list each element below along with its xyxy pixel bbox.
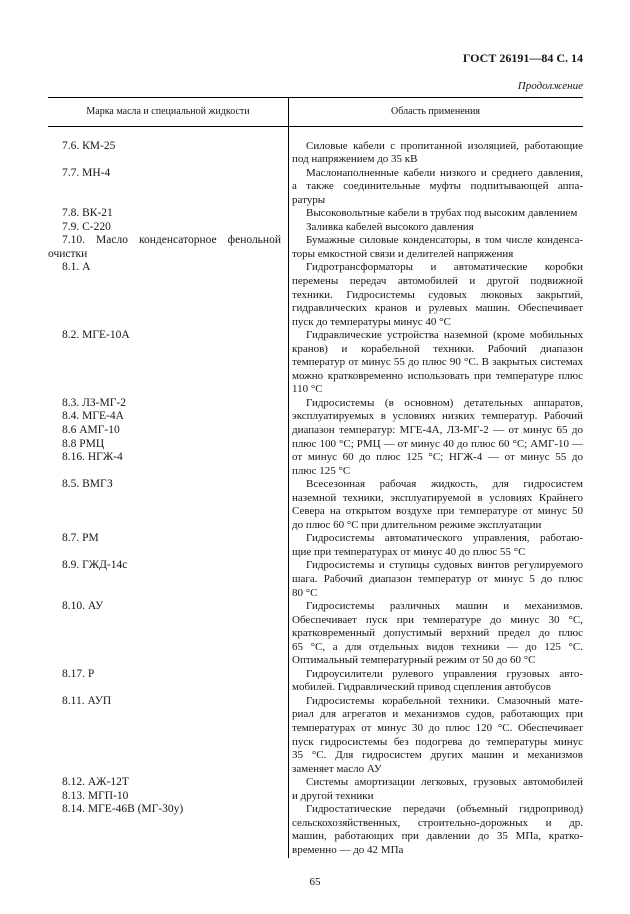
application-line: Гидроусилители рулевого управления грузовых авто- [306, 667, 583, 680]
brand-cell [48, 695, 288, 709]
application-line: под напряжением до 35 кВ [292, 153, 418, 166]
table-row [48, 329, 583, 397]
brand-line: 7.8. ВК-21 [62, 207, 113, 220]
application-line: эксплуатируемых в условиях низких температур. Рабочий [292, 410, 583, 423]
brand-line: 8.7. РМ [62, 532, 99, 545]
application-line: перемены передач автомобилей и другой подвижной [292, 274, 583, 287]
brand-cell [48, 478, 288, 492]
application-line: пуск до температуры минус 40 °С [292, 315, 451, 328]
brand-line: 8.2. МГЕ-10А [62, 329, 130, 342]
brand-line: 7.6. КМ-25 [62, 139, 116, 152]
application-line: щие при температурах от минус 40 до плюс 55 °С [292, 545, 526, 558]
brand-line: 8.13. МГП-10 [62, 789, 129, 802]
application-cell [288, 329, 583, 397]
application-line: пуск гидросистемы без подогрева до температуры минус [292, 735, 583, 748]
brand-line: 8.16. НГЖ-4 [62, 451, 123, 464]
application-line: Гидросистемы и ступицы судовых винтов регулируемого [306, 559, 583, 572]
application-cell [288, 234, 583, 261]
application-line: температур от минус 55 до плюс 90 °С. В закрытых системах [292, 356, 583, 369]
brand-line: 8.6 АМГ-10 [62, 423, 120, 436]
application-line: от минус 60 до плюс 125 °С; НГЖ-4 — от минус 55 до [292, 451, 583, 464]
table-body [48, 127, 583, 857]
application-line: а также соединительные муфты подпитывающей аппа- [292, 180, 583, 193]
application-line: ратуры [292, 193, 326, 206]
application-line: Системы амортизации легковых, грузовых автомобилей [306, 776, 583, 789]
table-header [48, 97, 583, 127]
application-line: Гидросистемы (в основном) детательных аппаратов, [306, 396, 583, 409]
brand-line: 8.17. Р [62, 667, 95, 680]
application-cell [288, 559, 583, 600]
application-line: Всесезонная рабочая жидкость, для гидросистем [306, 478, 583, 491]
application-line: 35 °С. Для гидросистем других машин и механизмов [292, 749, 583, 762]
standards-table [48, 97, 583, 857]
application-line: наземной техники, эксплуатируемой в условиях Крайнего [292, 491, 583, 504]
table-row [48, 776, 583, 803]
brand-line: 8.4. МГЕ-4А [62, 410, 124, 423]
brand-cell [48, 559, 288, 573]
brand-cell [48, 167, 288, 181]
application-line: Гидросистемы различных машин и механизмов. [306, 600, 583, 613]
continuation-label: Продолжение [517, 80, 583, 92]
brand-cell [48, 397, 288, 465]
application-line: температурах от минус 30 до плюс 120 °С. Обеспечивает [292, 722, 583, 735]
brand-line: 7.10. Масло конденсаторное фенольной [62, 234, 281, 247]
application-line: Маслонаполненные кабели низкого и среднего давления, [306, 166, 583, 179]
table-row [48, 221, 583, 235]
page-number: 65 [309, 876, 321, 888]
application-line: и другой техники [292, 789, 374, 802]
application-cell [288, 397, 583, 478]
application-line: до плюс 60 °С при длительном режиме эксплуатации [292, 518, 542, 531]
table-row [48, 140, 583, 167]
application-line: мобилей. Гидравлический привод сцепления автобусов [292, 681, 552, 694]
brand-cell [48, 668, 288, 682]
brand-cell [48, 600, 288, 614]
application-line: 80 °С [292, 586, 318, 599]
application-cell [288, 600, 583, 668]
brand-line: 8.11. АУП [62, 694, 112, 707]
application-line: машин, работающих при давлении до 35 МПа, кратко- [292, 830, 583, 843]
brand-cell [48, 776, 288, 803]
brand-cell [48, 532, 288, 546]
table-row [48, 478, 583, 532]
brand-line: 8.5. ВМГЗ [62, 478, 113, 491]
table-row [48, 234, 583, 261]
table-row [48, 803, 583, 857]
table-row [48, 261, 583, 329]
brand-line: 7.9. С-220 [62, 220, 111, 233]
brand-line: 8.3. ЛЗ-МГ-2 [62, 396, 126, 409]
brand-line: 8.1. А [62, 261, 91, 274]
brand-cell [48, 329, 288, 343]
table-row [48, 668, 583, 695]
application-line: кранов) и корабельной техники. Рабочий диапазон [292, 342, 583, 355]
application-line: Гидросистемы корабельной техники. Смазочный мате- [306, 694, 583, 707]
table-row [48, 397, 583, 478]
application-cell [288, 668, 583, 695]
table-row [48, 600, 583, 668]
application-line: сельскохозяйственных, строительно-дорожных и др. [292, 816, 583, 829]
application-cell [288, 261, 583, 329]
table-row [48, 167, 583, 208]
application-line: гидравлических кранов и рулевых машин. Обеспечивает [292, 302, 583, 315]
brand-line: 7.7. МН-4 [62, 166, 111, 179]
application-cell [288, 695, 583, 776]
brand-cell [48, 261, 288, 275]
application-line: техники. Гидросистемы судовых люковых закрытий, [292, 288, 583, 301]
application-cell [288, 221, 583, 235]
application-cell [288, 532, 583, 559]
application-cell [288, 140, 583, 167]
header-application: Область применения [391, 106, 480, 117]
header-brand: Марка масла и специальной жидкости [86, 106, 250, 117]
application-line: можно кратковременно использовать при температуре плюс [292, 369, 583, 382]
application-line: Высоковольтные кабели в трубах под высоким давлением [306, 207, 578, 220]
brand-line: 8.9. ГЖД-14с [62, 559, 128, 572]
table-row [48, 532, 583, 559]
application-line: плюс 125 °С [292, 464, 351, 477]
application-cell [288, 167, 583, 208]
application-cell [288, 803, 583, 857]
brand-line: 8.12. АЖ-12Т [62, 776, 129, 789]
table-row [48, 559, 583, 600]
application-line: шага. Рабочий диапазон температур от минус 5 до плюс [292, 573, 583, 585]
application-line: Гидравлические устройства наземной (кроме мобильных [306, 329, 583, 342]
brand-line: 8.14. МГЕ-46В (МГ-30у) [62, 803, 184, 816]
application-line: диапазон температур: МГЕ-4А, ЛЗ-МГ-2 — от минус 65 до [292, 423, 583, 436]
application-cell [288, 207, 583, 221]
application-line: Заливка кабелей высокого давления [306, 220, 474, 233]
application-line: заменяет масло АУ [292, 762, 382, 775]
application-line: Севера на открытом воздухе при температуре от минус 50 [292, 505, 583, 518]
application-line: Гидротрансформаторы и автоматические коробки [306, 261, 583, 274]
brand-cell [48, 234, 288, 261]
document-code: ГОСТ 26191—84 С. 14 [462, 51, 583, 65]
brand-cell [48, 207, 288, 221]
application-line: Гидростатические передачи (объемный гидропривод) [306, 803, 583, 816]
brand-line: 8.10. АУ [62, 600, 104, 613]
application-line: Обеспечивает пуск при температуре до минус 30 °С, [292, 613, 583, 626]
brand-cell [48, 803, 288, 817]
application-cell [288, 776, 583, 803]
brand-cell [48, 221, 288, 235]
brand-cell [48, 140, 288, 154]
application-line: плюс 100 °С; РМЦ — от минус 40 до плюс 60 °С; АМГ-10 — [292, 437, 583, 450]
application-line: 65 °С, а для отдельных видов техники — до 125 °С. [292, 640, 583, 653]
column-divider [288, 97, 289, 858]
table-row [48, 207, 583, 221]
application-line: кратковременный допустимый верхний предел до плюс [292, 627, 583, 640]
application-line: Силовые кабели с пропитанной изоляцией, работающие [306, 139, 583, 152]
application-cell [288, 478, 583, 532]
application-line: Бумажные силовые конденсаторы, в том числе конденса- [306, 234, 583, 247]
application-line: 110 °С [292, 383, 323, 396]
brand-line: 8.8 РМЦ [62, 437, 105, 450]
application-line: торы емкостной связи и делителей напряжения [292, 247, 514, 260]
application-line: временно — до 42 МПа [292, 843, 404, 856]
application-line: Гидросистемы автоматического управления, работаю- [306, 532, 583, 545]
application-line: Оптимальный температурный режим от 50 до 60 °С [292, 654, 536, 667]
brand-line: очистки [48, 247, 88, 260]
application-line: риал для агрегатов и механизмов судов, работающих при [292, 708, 583, 721]
table-row [48, 695, 583, 776]
